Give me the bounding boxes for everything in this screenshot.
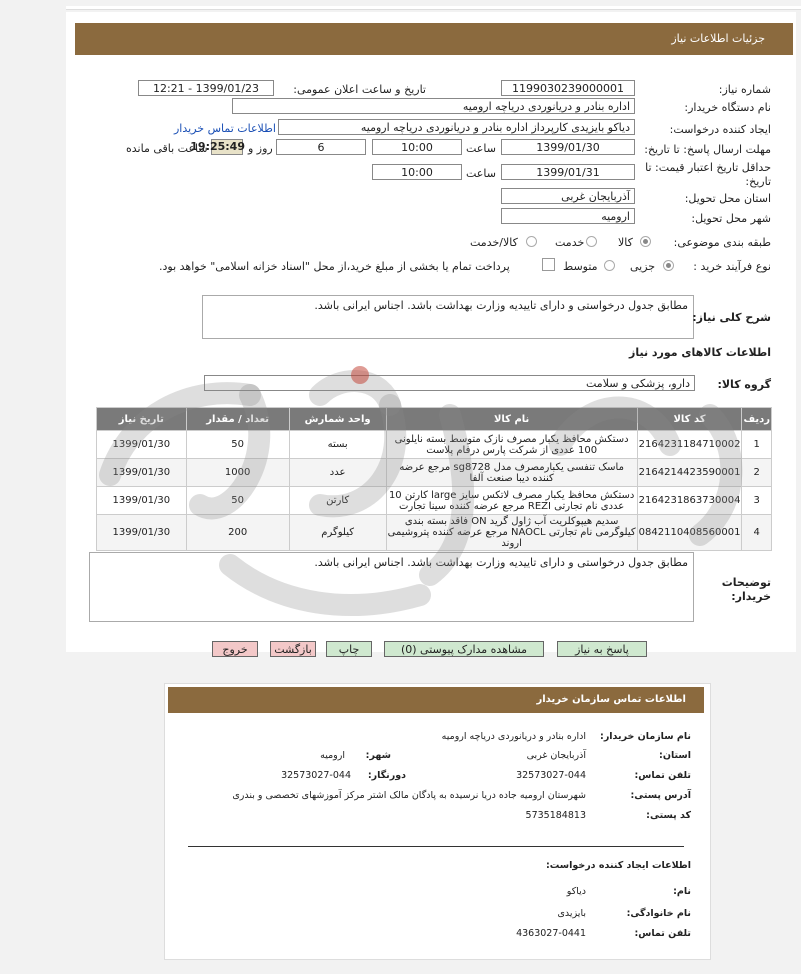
page-title: جزئیات اطلاعات نیاز bbox=[671, 32, 765, 45]
requester-phone-value: 4363027-0441 bbox=[516, 928, 586, 939]
requester-phone-label: تلفن تماس: bbox=[634, 928, 691, 939]
deadline-label: مهلت ارسال پاسخ: تا تاریخ: bbox=[644, 143, 771, 156]
cell-code: 0842110408560001 bbox=[637, 515, 742, 551]
col-unit: واحد شمارش bbox=[289, 408, 386, 431]
remaining-time-value: 19:25:49 bbox=[190, 140, 245, 153]
requester-family-value: بایزیدی bbox=[557, 908, 586, 919]
contact-card-title: اطلاعات تماس سازمان خریدار bbox=[536, 694, 686, 705]
requester-family-label: نام خانوادگی: bbox=[626, 908, 691, 919]
process-radio-medium[interactable] bbox=[604, 260, 615, 271]
contact-address-label: آدرس پستی: bbox=[630, 790, 691, 801]
cell-qty: 50 bbox=[186, 431, 289, 459]
col-name: نام کالا bbox=[386, 408, 637, 431]
requester-name-value: دیاکو bbox=[566, 886, 586, 897]
summary-box: مطابق جدول درخواستی و دارای تاییدیه وزارت بهداشت باشد. اجناس ایرانی باشد. bbox=[202, 295, 694, 339]
need-number-field: 1199030239000001 bbox=[501, 80, 635, 96]
buyer-notes-box: مطابق جدول درخواستی و دارای تاییدیه وزارت بهداشت باشد. اجناس ایرانی باشد. bbox=[89, 552, 694, 622]
goods-group-label: گروه کالا: bbox=[717, 378, 771, 391]
days-label: روز و bbox=[248, 142, 273, 155]
cell-date: 1399/01/30 bbox=[97, 487, 187, 515]
process-radio-minor[interactable] bbox=[663, 260, 674, 271]
contact-province-label: استان: bbox=[659, 750, 691, 761]
creator-label: ایجاد کننده درخواست: bbox=[669, 123, 771, 136]
table-row bbox=[97, 431, 772, 459]
contact-postal-label: کد پستی: bbox=[646, 810, 691, 821]
requester-name-label: نام: bbox=[673, 886, 691, 897]
top-border bbox=[66, 6, 801, 10]
cell-name: ماسک تنفسی یکبارمصرف مدل sg8728 مرجع عرضه کننده دیبا صنعت آلفا bbox=[386, 459, 637, 487]
buyer-notes-label: توضیحات خریدار: bbox=[721, 576, 771, 603]
cell-row: 1 bbox=[742, 431, 772, 459]
contact-org-value: اداره بنادر و دریانوردی دریاچه ارومیه bbox=[441, 731, 586, 742]
contact-address-value: شهرستان ارومیه جاده دریا نرسیده به پادگان مالک اشتر مرکز آموزشهای تخصصی و بندری bbox=[232, 790, 586, 801]
col-code: کد کالا bbox=[637, 408, 742, 431]
col-qty: تعداد / مقدار bbox=[186, 408, 289, 431]
contact-org-label: نام سازمان خریدار: bbox=[600, 731, 691, 742]
category-option-service: خدمت bbox=[555, 236, 585, 249]
goods-group-field: دارو، پزشکی و سلامت bbox=[204, 375, 695, 391]
cell-unit: کیلوگرم bbox=[289, 515, 386, 551]
deadline-time-label: ساعت bbox=[466, 142, 496, 155]
goods-table-header bbox=[97, 408, 772, 431]
province-field: آذربایجان غربی bbox=[501, 188, 635, 204]
category-option-goods: کالا bbox=[618, 236, 633, 249]
col-row: ردیف bbox=[742, 408, 772, 431]
goods-table bbox=[96, 407, 772, 551]
days-field: 6 bbox=[276, 139, 366, 155]
table-row bbox=[97, 487, 772, 515]
cell-unit: کارتن bbox=[289, 487, 386, 515]
cell-qty: 50 bbox=[186, 487, 289, 515]
contact-phone-value: 32573027-044 bbox=[516, 770, 586, 781]
attachments-button[interactable]: مشاهده مدارک پیوستی (0) bbox=[384, 641, 544, 657]
validity-date-field: 1399/01/31 bbox=[501, 164, 635, 180]
category-radio-service[interactable] bbox=[586, 236, 597, 247]
cell-code: 2164231184710002 bbox=[637, 431, 742, 459]
page-header bbox=[75, 23, 793, 55]
print-button[interactable]: چاپ bbox=[326, 641, 372, 657]
category-radio-both[interactable] bbox=[526, 236, 537, 247]
cell-date: 1399/01/30 bbox=[97, 459, 187, 487]
cell-name: دستکش محافظ یکبار مصرف نازک متوسط بسته نایلونی 100 عددی از شرکت پارس درفام پلاست bbox=[386, 431, 637, 459]
contact-city-value: ارومیه bbox=[320, 750, 345, 761]
buyer-field: اداره بنادر و دریانوردی دریاچه ارومیه bbox=[232, 98, 635, 114]
cell-unit: عدد bbox=[289, 459, 386, 487]
contact-fax-label: دورنگار: bbox=[367, 770, 406, 781]
city-field: ارومیه bbox=[501, 208, 635, 224]
deadline-date-field: 1399/01/30 bbox=[501, 139, 635, 155]
requester-title: اطلاعات ایجاد کننده درخواست: bbox=[545, 860, 691, 871]
cell-date: 1399/01/30 bbox=[97, 431, 187, 459]
validity-time-field: 10:00 bbox=[372, 164, 462, 180]
contact-fax-value: 32573027-044 bbox=[281, 770, 351, 781]
contact-city-label: شهر: bbox=[365, 750, 391, 761]
announce-field: 1399/01/23 - 12:21 bbox=[138, 80, 274, 96]
table-row bbox=[97, 459, 772, 487]
category-option-both: کالا/خدمت bbox=[470, 236, 518, 249]
process-label: نوع فرآیند خرید : bbox=[693, 260, 771, 273]
cell-qty: 200 bbox=[186, 515, 289, 551]
cell-name: دستکش محافظ یکبار مصرف لاتکس سایز large کارتن 10 عددی نام تجارتی REZI مرجع عرضه کننده سینا تجارت bbox=[386, 487, 637, 515]
cell-qty: 1000 bbox=[186, 459, 289, 487]
announce-label: تاریخ و ساعت اعلان عمومی: bbox=[293, 83, 426, 96]
treasury-checkbox[interactable] bbox=[542, 258, 555, 271]
exit-button[interactable]: خروج bbox=[212, 641, 258, 657]
payment-note: پرداخت تمام یا بخشی از مبلغ خرید،از محل "اسناد خزانه اسلامی" خواهد بود. bbox=[159, 260, 510, 273]
validity-label: حداقل تاریخ اعتبار قیمت: تا تاریخ: bbox=[645, 161, 771, 188]
deadline-time-field: 10:00 bbox=[372, 139, 462, 155]
summary-label: شرح کلی نیاز: bbox=[692, 311, 771, 324]
contact-province-value: آذربایجان غربی bbox=[526, 750, 586, 761]
category-radio-goods[interactable] bbox=[640, 236, 651, 247]
cell-name: سدیم هیپوکلریت آب ژاول گرید ON فاقد بسته بندی کیلوگرمی نام تجارتی NAOCL مرجع عرضه کننده پتروشیمی اروند bbox=[387, 516, 636, 549]
goods-section-title: اطلاعات کالاهای مورد نیاز bbox=[629, 346, 771, 359]
buyer-label: نام دستگاه خریدار: bbox=[684, 101, 771, 114]
process-option-minor: جزیی bbox=[630, 260, 656, 273]
table-row bbox=[97, 515, 772, 551]
cell-code: 2164214423590001 bbox=[637, 459, 742, 487]
province-label: استان محل تحویل: bbox=[684, 192, 771, 205]
need-number-label: شماره نیاز: bbox=[718, 83, 771, 96]
category-label: طبقه بندی موضوعی: bbox=[673, 236, 771, 249]
cell-row: 3 bbox=[742, 487, 772, 515]
cell-code: 2164231863730004 bbox=[637, 487, 742, 515]
cell-row: 4 bbox=[742, 515, 772, 551]
contact-divider bbox=[188, 846, 684, 847]
city-label: شهر محل تحویل: bbox=[691, 212, 771, 225]
contact-card-header bbox=[168, 687, 704, 713]
validity-time-label: ساعت bbox=[466, 167, 496, 180]
cell-unit: بسته bbox=[289, 431, 386, 459]
cell-row: 2 bbox=[742, 459, 772, 487]
contact-phone-label: تلفن تماس: bbox=[634, 770, 691, 781]
process-option-medium: متوسط bbox=[563, 260, 598, 273]
remaining-label: ساعت باقی مانده bbox=[126, 142, 208, 155]
buyer-contact-link[interactable]: اطلاعات تماس خریدار bbox=[174, 122, 276, 135]
col-date: تاریخ نیاز bbox=[97, 408, 187, 431]
back-button[interactable]: بازگشت bbox=[270, 641, 316, 657]
creator-field: دیاکو بایزیدی کارپرداز اداره بنادر و دریانوردی دریاچه ارومیه bbox=[278, 119, 635, 135]
cell-date: 1399/01/30 bbox=[97, 515, 187, 551]
reply-button[interactable]: پاسخ به نیاز bbox=[557, 641, 647, 657]
contact-postal-value: 5735184813 bbox=[525, 810, 586, 821]
